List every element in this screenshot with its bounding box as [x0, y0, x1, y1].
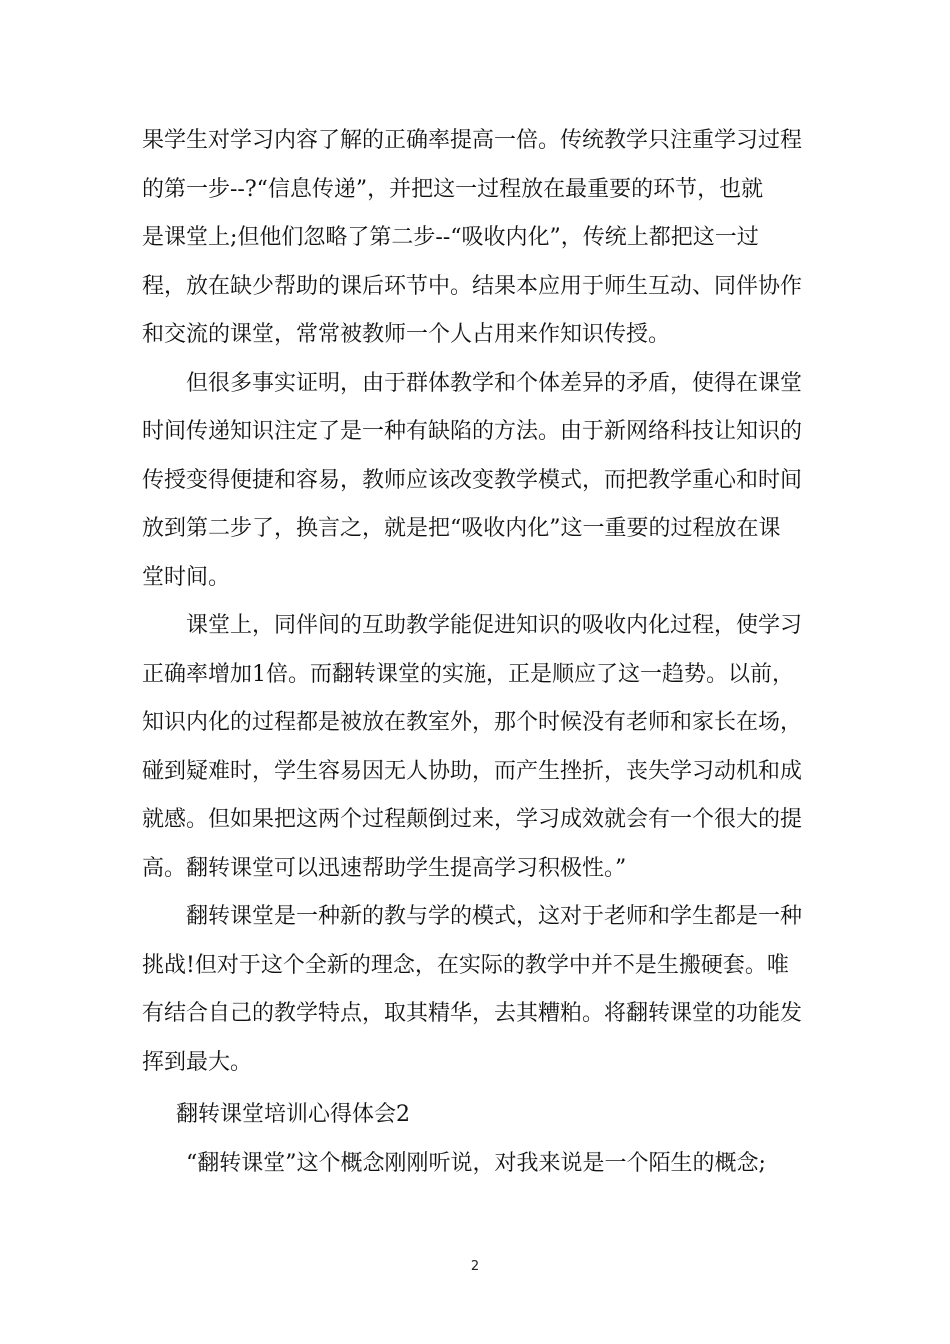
text-line: 时间传递知识注定了是一种有缺陷的方法。由于新网络科技让知识的 [142, 419, 803, 444]
text-line: 堂时间。 [142, 564, 231, 590]
text-line: 正确率增加1倍。而翻转课堂的实施，正是顺应了这一趋势。以前， [142, 661, 794, 687]
text-line: 就感。但如果把这两个过程颠倒过来，学习成效就会有一个很大的提 [142, 807, 803, 832]
text-line: 碰到疑难时，学生容易因无人协助，而产生挫折，丧失学习动机和成 [142, 758, 803, 784]
text-line: 高。翻转课堂可以迅速帮助学生提高学习积极性。” [142, 855, 627, 881]
text-line: 的第一步--?“信息传递”，并把这一过程放在最重要的环节，也就 [142, 176, 764, 202]
text-line: 放到第二步了，换言之，就是把“吸收内化”这一重要的过程放在课 [142, 516, 781, 541]
paragraph-4 [142, 893, 814, 1087]
paragraph-3 [142, 602, 814, 893]
paragraph-1 [142, 117, 814, 360]
text-line: 但很多事实证明，由于群体教学和个体差异的矛盾，使得在课堂 [186, 370, 803, 396]
text-line: 有结合自己的教学特点，取其精华，去其糟粕。将翻转课堂的功能发 [142, 1001, 803, 1026]
text-line: 和交流的课堂，常常被教师一个人占用来作知识传授。 [142, 322, 671, 347]
page-number: 2 [470, 1259, 480, 1274]
section-heading: 翻转课堂培训心得体会2 [176, 1102, 410, 1127]
text-line: “翻转课堂”这个概念刚刚听说，对我来说是一个陌生的概念; [186, 1150, 766, 1176]
text-line: 课堂上，同伴间的互助教学能促进知识的吸收内化过程，使学习 [186, 613, 803, 638]
text-line: 挑战!但对于这个全新的理念，在实际的教学中并不是生搬硬套。唯 [142, 952, 789, 978]
text-line: 传授变得便捷和容易，教师应该改变教学模式，而把教学重心和时间 [142, 467, 803, 493]
text-line: 翻转课堂是一种新的教与学的模式，这对于老师和学生都是一种 [186, 904, 803, 929]
text-line: 挥到最大。 [142, 1049, 253, 1075]
text-line: 程，放在缺少帮助的课后环节中。结果本应用于师生互动、同伴协作 [142, 273, 803, 299]
paragraph-2 [142, 360, 814, 603]
text-line: 是课堂上;但他们忽略了第二步--“吸收内化”，传统上都把这一过 [142, 225, 759, 250]
text-line: 知识内化的过程都是被放在教室外，那个时候没有老师和家长在场， [142, 710, 803, 735]
text-line: 果学生对学习内容了解的正确率提高一倍。传统教学只注重学习过程 [142, 128, 803, 153]
document-body [142, 117, 814, 1188]
